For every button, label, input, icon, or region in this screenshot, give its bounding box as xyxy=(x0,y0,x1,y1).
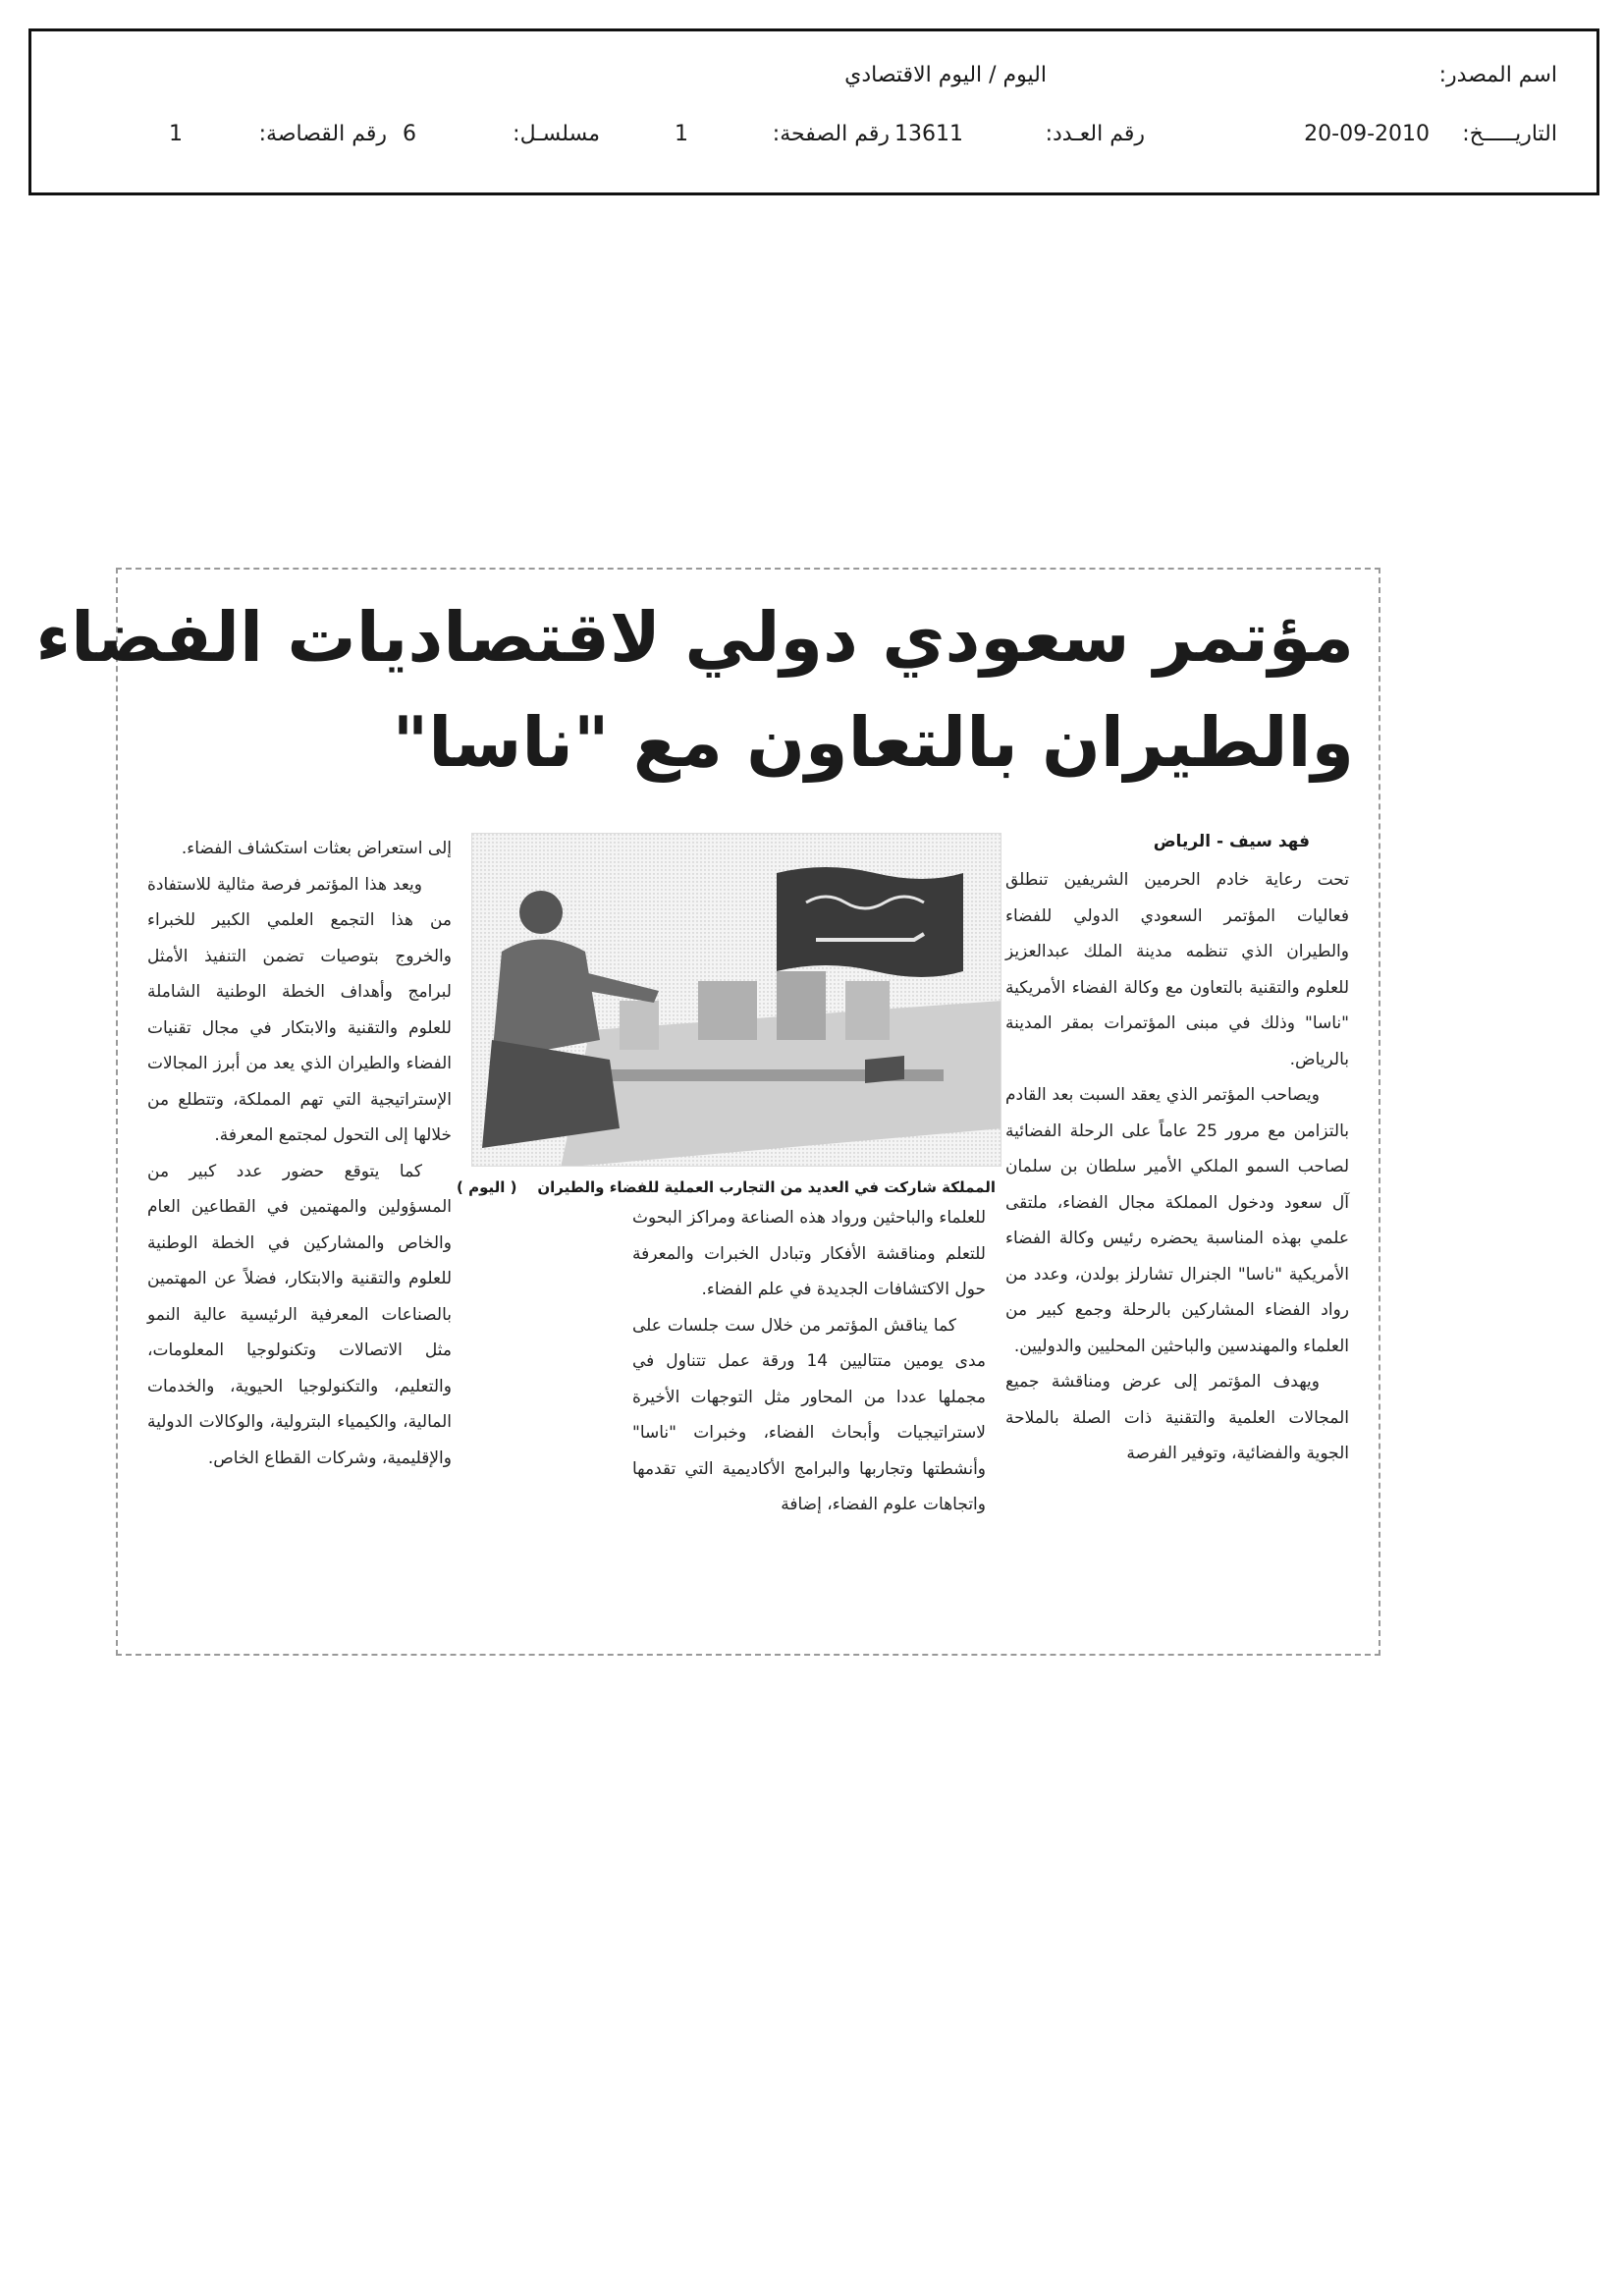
newspaper-clipping xyxy=(35,568,1380,1656)
page-label: رقم الصفحة: xyxy=(772,122,890,146)
byline: فهد سيف - الرياض xyxy=(1153,832,1310,851)
source-label: اسم المصدر: xyxy=(1438,63,1557,87)
issue-label: رقم العـدد: xyxy=(1045,122,1145,146)
date-label: التاريـــــخ: xyxy=(1462,122,1557,146)
headline-line-1: مؤتمر سعودي دولي لاقتصاديات الفضاء xyxy=(35,597,1354,678)
headline-line-2: والطيران بالتعاون مع "ناسا" xyxy=(392,702,1354,783)
photo-credit: ( اليوم ) xyxy=(457,1178,517,1196)
saudi-flag-icon xyxy=(777,867,963,977)
paragraph: كما يناقش المؤتمر من خلال ست جلسات على مدى يومين متتاليين 14 ورقة عمل تتناول في مجملها عددا من المحاور مثل التوجهات الأخيرة لاستراتيجيات وأبحاث الفضاء، وخبرات "ناسا" وأنشطتها وتجاربها والبرامج الأكاديمية التي تقدمها واتجاهات علوم الفضاء، إضافة xyxy=(632,1315,986,1514)
serial-label: مسلسـل: xyxy=(513,122,600,146)
paragraph: ويهدف المؤتمر إلى عرض ومناقشة جميع المجالات العلمية والتقنية ذات الصلة بالملاحة الجوية والفضائية، وتوفير الفرصة xyxy=(1005,1372,1349,1463)
paragraph: ويعد هذا المؤتمر فرصة مثالية للاستفادة من هذا التجمع العلمي الكبير للخبراء والخروج بتوصيات تضمن التنفيذ الأمثل لبرامج وأهداف الخطة الوطنية الشاملة للعلوم والتقنية والابتكار في مجال تقنيات الفضاء والطيران الذي يعد من أبرز المجالات الإستراتيجية التي تهم المملكة، وتتطلع من خلالها إلى التحول لمجتمع المعرفة. xyxy=(147,874,452,1145)
issue-value: 13611 xyxy=(894,122,963,146)
article-column-1 xyxy=(1005,862,1349,1472)
paragraph: إلى استعراض بعثات استكشاف الفضاء. xyxy=(181,839,452,858)
page-value: 1 xyxy=(675,122,688,146)
clip-number-value: 1 xyxy=(169,122,183,146)
paragraph: تحت رعاية خادم الحرمين الشريفين تنطلق فعاليات المؤتمر السعودي الدولي للفضاء والطيران الذي تنظمه مدينة الملك عبدالعزيز للعلوم والتقنية بالتعاون مع وكالة الفضاء الأمريكية "ناسا" وذلك في مبنى المؤتمرات بمقر المدينة بالرياض. xyxy=(1005,870,1349,1069)
clipping-metadata-box xyxy=(28,28,1599,195)
clip-number-label: رقم القصاصة: xyxy=(258,122,387,146)
paragraph: كما يتوقع حضور عدد كبير من المسؤولين والمهتمين في القطاعين العام والخاص والمشاركين في الخطة الوطنية للعلوم والتقنية والابتكار، فضلاً عن المهتمين بالصناعات المعرفية الرئيسية عالية النمو مثل الاتصالات وتكنولوجيا المعلومات، والتعليم، والتكنولوجيا الحيوية، والخدمات المالية، والكيمياء البترولية، والوكالات الدولية والإقليمية، وشركات القطاع الخاص. xyxy=(147,1161,452,1468)
paragraph: للعلماء والباحثين ورواد هذه الصناعة ومراكز البحوث للتعلم ومناقشة الأفكار وتبادل الخبرات والمعرفة حول الاكتشافات الجديدة في علم الفضاء. xyxy=(632,1208,986,1299)
article-photo xyxy=(471,833,1001,1167)
date-value: 20-09-2010 xyxy=(1304,122,1430,146)
serial-value: 6 xyxy=(403,122,416,146)
conference-photo-illustration xyxy=(472,834,1001,1167)
paragraph: ويصاحب المؤتمر الذي يعقد السبت بعد القادم بالتزامن مع مرور 25 عاماً على الرحلة الفضائية لصاحب السمو الملكي الأمير سلطان بن سلمان آل سعود ودخول المملكة مجال الفضاء، ملتقى علمي بهذه المناسبة يحضره رئيس وكالة الفضاء الأمريكية "ناسا" الجنرال تشارلز بولدن، وعدد من رواد الفضاء المشاركين بالرحلة وجمع كبير من العلماء والمهندسين والباحثين المحليين والدوليين. xyxy=(1005,1085,1349,1356)
article-column-3 xyxy=(147,831,452,1476)
source-value: اليوم / اليوم الاقتصادي xyxy=(844,63,1047,87)
article-column-2 xyxy=(632,1200,986,1523)
photo-caption: المملكة شاركت في العديد من التجارب العملية للفضاء والطيران xyxy=(537,1178,996,1196)
